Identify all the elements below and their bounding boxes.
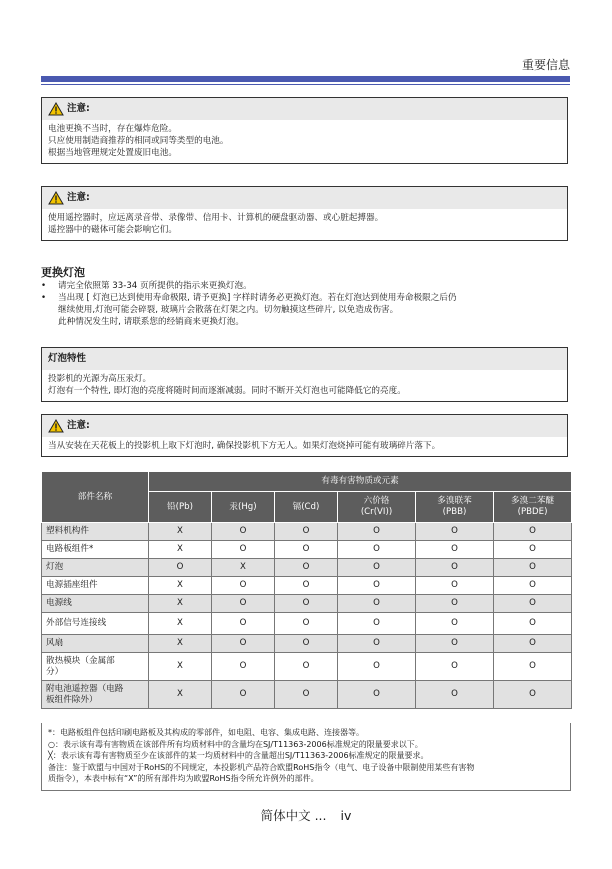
part-name-cell: 附电池遥控器（电路 板组件除外） [42,681,149,709]
part-name-cell: 散热模块（金属部 分） [42,653,149,681]
list-item: • 当出现 [ 灯泡已达到使用寿命极限, 请予更换] 字样时请务必更换灯泡。若在灯泡达到使用寿命极限之后仍 [41,293,457,303]
table-cell: O [212,653,275,681]
table-row [42,559,572,577]
caution-box-header [42,415,567,437]
table-cell: O [338,653,416,681]
caution-box-remote [41,186,568,241]
table-cell: O [494,595,572,613]
lamp-replace-list [41,280,571,328]
table-cell: O [494,635,572,653]
table-row [42,577,572,595]
table-cell: O [338,577,416,595]
note-line: ╳：表示该有毒有害物质至少在该部件的某一均质材料中的含量超出SJ/T11363-2006标准规定的限量要求。 [48,751,429,760]
lamp-features-title: 灯泡特性 [48,353,87,364]
part-name-cell: 灯泡 [42,559,149,577]
caution-line: 电池更换不当时，存在爆炸危险。 [48,124,177,134]
table-cell: O [416,595,494,613]
caution-line: 当从安装在天花板上的投影机上取下灯泡时, 确保投影机下方无人。如果灯泡烧掉可能有玻璃碎片落下。 [48,441,441,451]
table-cell: X [149,653,212,681]
part-name-cell: 电源插座组件 [42,577,149,595]
table-cell: X [212,559,275,577]
table-cell: O [212,681,275,709]
table-cell: O [416,681,494,709]
list-item: • 请完全依照第 33-34 页所提供的指示来更换灯泡。 [41,281,252,291]
table-cell: O [416,541,494,559]
column-header: 汞(Hg) [212,492,275,523]
caution-box-header [42,98,567,120]
table-cell: O [494,523,572,541]
table-cell: O [212,595,275,613]
section-header-title: 重要信息 [521,58,570,72]
table-cell: X [149,613,212,635]
table-cell: O [338,681,416,709]
table-cell: O [212,613,275,635]
caution-line: 只应使用制造商推荐的相同或同等类型的电池。 [48,136,229,146]
list-item-continued: 继续使用,灯泡可能会碎裂, 玻璃片会散落在灯架之内。切勿触摸这些碎片, 以免造成伤害。 [58,305,399,315]
warning-icon [48,191,64,205]
table-cell: O [275,577,338,595]
table-cell: O [338,523,416,541]
caution-title: 注意: [67,420,90,431]
table-row [42,635,572,653]
table-notes [41,723,571,791]
note-line: *：电路板组件包括印刷电路板及其构成的零部件，如电阻、电容、集成电路、连接器等。 [48,728,364,737]
table-cell: O [212,523,275,541]
note-line: ○：表示该有毒有害物质在该部件所有均质材料中的含量均在SJ/T11363-2006标准规定的限量要求以下。 [48,739,423,749]
table-cell: X [149,577,212,595]
table-cell: O [416,559,494,577]
lamp-features-line: 投影机的光源为高压汞灯。 [48,374,152,384]
table-cell: O [338,595,416,613]
caution-title: 注意: [67,192,90,203]
page-number: iv [340,808,352,823]
part-name-cell: 塑料机构件 [42,523,149,541]
table-cell: O [494,577,572,595]
caution-line: 遥控器中的磁体可能会影响它们。 [48,225,177,235]
list-item-continued: 此种情况发生时, 请联系您的经销商来更换灯泡。 [58,317,244,327]
column-header: 铅(Pb) [149,492,212,523]
part-name-cell: 外部信号连接线 [42,613,149,635]
column-header: 多溴联苯 (PBB) [416,492,494,523]
table-cell: O [212,577,275,595]
section-title-lamp-replace: 更换灯泡 [41,266,85,279]
table-cell: O [338,613,416,635]
table-row [42,653,572,681]
table-cell: X [149,541,212,559]
table-cell: O [275,559,338,577]
note-line: 质指令），本表中标有“X”的所有部件均为欧盟RoHS指令所允许例外的部件。 [48,774,319,783]
table-cell: O [338,541,416,559]
caution-line: 根据当地管理规定处置废旧电池。 [48,148,177,158]
table-cell: O [416,635,494,653]
table-cell: O [275,681,338,709]
caution-box-battery [41,97,568,164]
footer-language: 简体中文 ... [260,808,327,823]
table-cell: O [149,559,212,577]
part-name-cell: 电源线 [42,595,149,613]
table-cell: O [275,595,338,613]
table-cell: X [149,635,212,653]
part-name-cell: 风扇 [42,635,149,653]
lamp-features-header [42,348,567,370]
table-row [42,523,572,541]
table-cell: O [212,541,275,559]
table-row [42,613,572,635]
table-row [42,541,572,559]
table-cell: O [416,613,494,635]
note-line: 备注：鉴于欧盟与中国对于RoHS的不同规定，本投影机产品符合欧盟RoHS指令（电气、电子设备中限制使用某些有害物 [48,762,475,772]
table-cell: X [149,681,212,709]
caution-box-ceiling [41,414,568,457]
caution-title: 注意: [67,103,90,114]
lamp-features-box [41,347,568,402]
table-cell: X [149,595,212,613]
table-cell: O [416,653,494,681]
substance-group-header: 有毒有害物质或元素 [149,472,572,492]
caution-line: 使用遥控器时，应远离录音带、录像带、信用卡、计算机的硬盘驱动器、或心脏起搏器。 [48,213,384,223]
caution-box-header [42,187,567,209]
table-cell: O [494,559,572,577]
part-name-header: 部件名称 [42,472,149,523]
header-bar [41,76,570,82]
table-cell: O [275,541,338,559]
table-cell: O [275,613,338,635]
table-row [42,681,572,709]
part-name-cell: 电路板组件* [42,541,149,559]
header-rule [41,84,570,85]
table-cell: O [275,653,338,681]
table-cell: O [338,635,416,653]
warning-icon [48,102,64,116]
table-cell: O [494,653,572,681]
table-cell: O [275,523,338,541]
table-row [42,595,572,613]
column-header: 多溴二苯醚 (PBDE) [494,492,572,523]
table-cell: O [494,681,572,709]
table-cell: O [338,559,416,577]
table-cell: O [416,523,494,541]
table-cell: O [416,577,494,595]
table-cell: O [494,541,572,559]
table-cell: O [275,635,338,653]
column-header: 六价铬 (Cr(VI)) [338,492,416,523]
table-cell: X [149,523,212,541]
table-cell: O [212,635,275,653]
column-header: 镉(Cd) [275,492,338,523]
hazardous-substances-table [41,471,572,709]
lamp-features-line: 灯泡有一个特性, 即灯泡的亮度将随时间而逐渐减弱。同时不断开关灯泡也可能降低它的亮度。 [48,386,406,396]
table-cell: O [494,613,572,635]
page-footer [0,806,612,824]
warning-icon [48,419,64,433]
